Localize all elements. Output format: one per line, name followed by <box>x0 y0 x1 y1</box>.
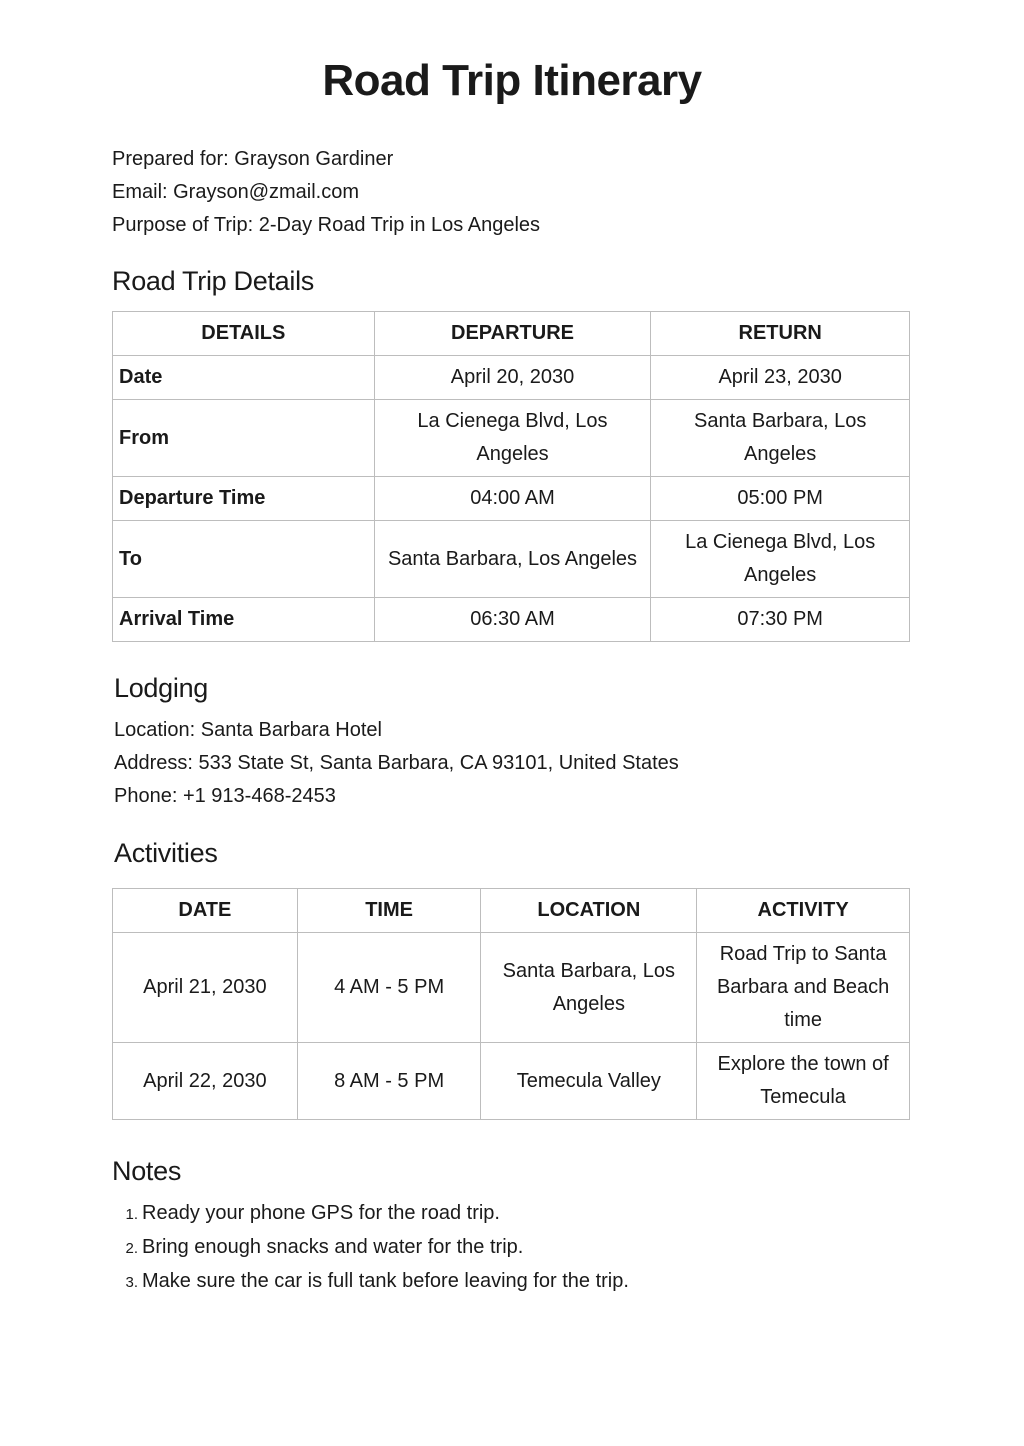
table-row <box>113 400 910 477</box>
lodging-heading: Lodging <box>114 673 208 703</box>
departure-cell: 04:00 AM <box>374 477 651 521</box>
lodging-phone: Phone: +1 913-468-2453 <box>114 785 336 807</box>
table-row <box>113 356 910 400</box>
date-cell: April 22, 2030 <box>113 1043 298 1120</box>
location-cell: Santa Barbara, Los Angeles <box>481 933 697 1043</box>
table-header-row <box>113 312 910 356</box>
column-header: DEPARTURE <box>374 312 651 356</box>
column-header: ACTIVITY <box>697 889 910 933</box>
note-text: Make sure the car is full tank before leaving for the trip. <box>142 1270 629 1292</box>
notes-heading: Notes <box>112 1156 182 1186</box>
return-cell: 07:30 PM <box>651 598 910 642</box>
note-text: Bring enough snacks and water for the trip. <box>142 1236 524 1258</box>
column-header: DETAILS <box>113 312 375 356</box>
list-item <box>112 1231 629 1265</box>
email: Email: Grayson@zmail.com <box>112 181 360 203</box>
list-item <box>112 1265 629 1299</box>
list-number: 3. <box>125 1274 138 1291</box>
lodging-location: Location: Santa Barbara Hotel <box>114 719 382 741</box>
details-heading: Road Trip Details <box>112 266 314 296</box>
row-label: From <box>113 400 375 477</box>
return-cell: La Cienega Blvd, Los Angeles <box>651 521 910 598</box>
departure-cell: 06:30 AM <box>374 598 651 642</box>
column-header: TIME <box>297 889 481 933</box>
notes-list <box>112 1197 629 1299</box>
departure-cell: April 20, 2030 <box>374 356 651 400</box>
row-label: Departure Time <box>113 477 375 521</box>
prepared-for: Prepared for: Grayson Gardiner <box>112 148 394 170</box>
row-label: To <box>113 521 375 598</box>
table-header-row <box>113 889 910 933</box>
column-header: RETURN <box>651 312 910 356</box>
table-row <box>113 477 910 521</box>
activity-cell: Road Trip to Santa Barbara and Beach time <box>697 933 910 1043</box>
column-header: DATE <box>113 889 298 933</box>
departure-cell: La Cienega Blvd, Los Angeles <box>374 400 651 477</box>
date-cell: April 21, 2030 <box>113 933 298 1043</box>
page-title: Road Trip Itinerary <box>322 56 702 105</box>
table-row <box>113 1043 910 1120</box>
trip-meta <box>112 143 540 242</box>
table-row <box>113 521 910 598</box>
table-row <box>113 598 910 642</box>
row-label: Arrival Time <box>113 598 375 642</box>
departure-cell: Santa Barbara, Los Angeles <box>374 521 651 598</box>
row-label: Date <box>113 356 375 400</box>
list-number: 2. <box>125 1240 138 1257</box>
time-cell: 4 AM - 5 PM <box>297 933 481 1043</box>
return-cell: Santa Barbara, Los Angeles <box>651 400 910 477</box>
return-cell: April 23, 2030 <box>651 356 910 400</box>
note-text: Ready your phone GPS for the road trip. <box>142 1202 500 1224</box>
lodging-address: Address: 533 State St, Santa Barbara, CA 93101, United States <box>114 752 679 774</box>
return-cell: 05:00 PM <box>651 477 910 521</box>
activities-heading: Activities <box>114 838 218 868</box>
details-table <box>112 311 910 642</box>
time-cell: 8 AM - 5 PM <box>297 1043 481 1120</box>
activity-cell: Explore the town of Temecula <box>697 1043 910 1120</box>
list-number: 1. <box>125 1206 138 1223</box>
trip-purpose: Purpose of Trip: 2-Day Road Trip in Los Angeles <box>112 214 541 236</box>
table-row <box>113 933 910 1043</box>
lodging-info <box>114 714 679 813</box>
column-header: LOCATION <box>481 889 697 933</box>
activities-table <box>112 888 910 1120</box>
location-cell: Temecula Valley <box>481 1043 697 1120</box>
list-item <box>112 1197 629 1231</box>
